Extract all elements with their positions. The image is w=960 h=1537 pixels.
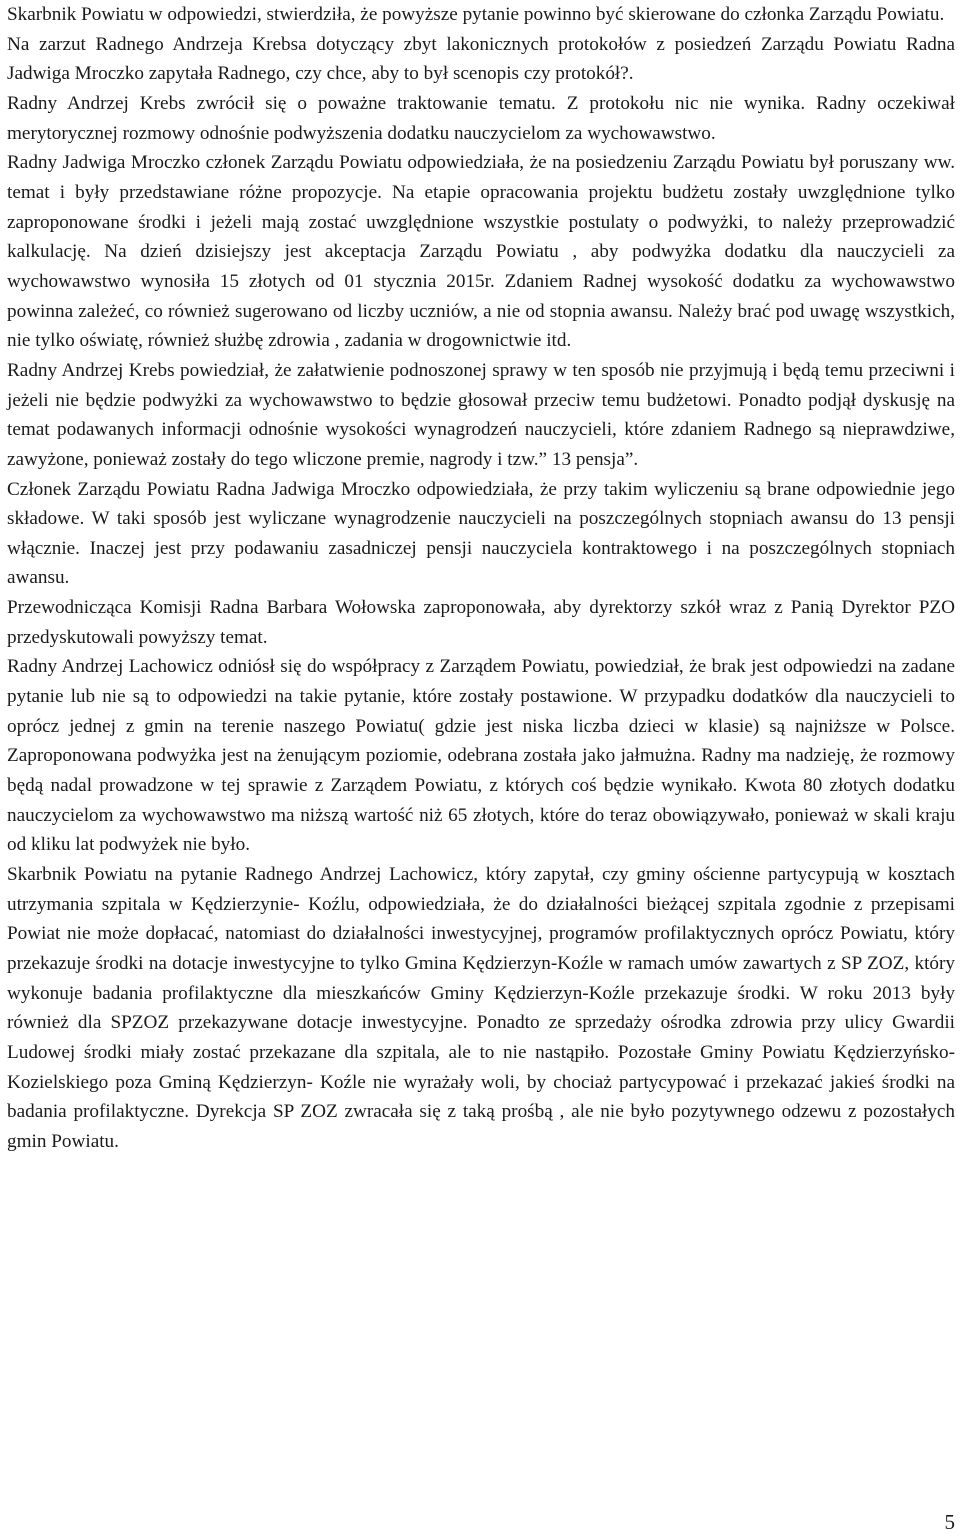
document-body [7, 0, 955, 1157]
paragraph: Na zarzut Radnego Andrzeja Krebsa dotyczący zbyt lakonicznych protokołów z posiedzeń Zarządu Powiatu Radna Jadwiga Mroczko zapytała Radnego, czy chce, aby to był scenopis czy protokół?. [7, 33, 955, 85]
paragraph: Skarbnik Powiatu w odpowiedzi, stwierdziła, że powyższe pytanie powinno być skierowane do członka Zarządu Powiatu. [7, 4, 945, 25]
paragraph: Członek Zarządu Powiatu Radna Jadwiga Mroczko odpowiedziała, że przy takim wyliczeniu są brane odpowiednie jego składowe. W taki sposób jest wyliczane wynagrodzenie nauczycieli na poszczególnych stopniach awansu do 13 pensji włącznie. Inaczej jest przy podawaniu zasadniczej pensji nauczyciela kontraktowego i na poszczególnych stopniach awansu. [7, 478, 955, 589]
paragraph: Skarbnik Powiatu na pytanie Radnego Andrzej Lachowicz, który zapytał, czy gminy ościenne partycypują w kosztach utrzymania szpitala w Kędzierzynie- Koźlu, odpowiedziała, że do działalności bieżącej szpitala zgodnie z przepisami Powiat nie może dopłacać, natomiast do działalności inwestycyjnej, programów profilaktycznych oprócz Powiatu, który przekazuje środki na dotacje inwestycyjne to tylko Gmina Kędzierzyn-Koźle w ramach umów zawartych z SP ZOZ, który wykonuje badania profilaktyczne dla mieszkańców Gminy Kędzierzyn-Koźle przekazuje środki. W roku 2013 były również dla SPZOZ przekazywane dotacje inwestycyjne. Ponadto ze sprzedaży ośrodka zdrowia przy ulicy Gwardii Ludowej środki miały zostać przekazane dla szpitala, ale to nie nastąpiło. Pozostałe Gminy Powiatu Kędzierzyńsko- Kozielskiego poza Gminą Kędzierzyn- Koźle nie wyrażały woli, by chociaż partycypować i przekazać jakieś środki na badania profilaktyczne. Dyrekcja SP ZOZ zwracała się z taką prośbą , ale nie było pozytywnego odzewu z pozostałych gmin Powiatu. [7, 864, 955, 1152]
paragraph: Radny Andrzej Lachowicz odniósł się do współpracy z Zarządem Powiatu, powiedział, że brak jest odpowiedzi na zadane pytanie lub nie są to odpowiedzi na takie pytanie, które zostały postawione. W przypadku dodatków dla nauczycieli to oprócz jednej z gmin na terenie naszego Powiatu( gdzie jest niska liczba dzieci w klasie) są najniższe w Polsce. Zaproponowana podwyżka jest na żenującym poziomie, odebrana została jako jałmużna. Radny ma nadzieję, że rozmowy będą nadal prowadzone w tej sprawie z Zarządem Powiatu, z których coś będzie wynikało. Kwota 80 złotych dodatku nauczycielom za wychowawstwo ma niższą wartość niż 65 złotych, które do teraz obowiązywało, ponieważ w skali kraju od kliku lat podwyżek nie było. [7, 656, 955, 856]
paragraph: Radny Andrzej Krebs zwrócił się o poważne traktowanie tematu. Z protokołu nic nie wynika. Radny oczekiwał merytorycznej rozmowy odnośnie podwyższenia dodatku nauczycielom za wychowawstwo. [7, 92, 955, 144]
paragraph: Radny Andrzej Krebs powiedział, że załatwienie podnoszonej sprawy w ten sposób nie przyjmują i będą temu przeciwni i jeżeli nie będzie podwyżki za wychowawstwo to będzie głosował przeciw temu budżetowi. Ponadto podjął dyskusję na temat podawanych informacji odnośnie wysokości wynagrodzeń nauczycieli, które zdaniem Radnego są nieprawdziwe, zawyżone, ponieważ zostały do tego wliczone premie, nagrody i tzw.” 13 pensja”. [7, 359, 955, 470]
page-number: 5 [944, 1510, 955, 1534]
paragraph: Przewodnicząca Komisji Radna Barbara Wołowska zaproponowała, aby dyrektorzy szkół wraz z Panią Dyrektor PZO przedyskutowali powyższy temat. [7, 597, 955, 648]
paragraph: Radny Jadwiga Mroczko członek Zarządu Powiatu odpowiedziała, że na posiedzeniu Zarządu Powiatu był poruszany ww. temat i były przedstawiane różne propozycje. Na etapie opracowania projektu budżetu zostały uwzględnione tylko zaproponowane środki i jeżeli mają zostać uwzględnione wszystkie postulaty o podwyżki, to należy przeprowadzić kalkulację. Na dzień dzisiejszy jest akceptacja Zarządu Powiatu , aby podwyżka dodatku dla nauczycieli za wychowawstwo wynosiła 15 złotych od 01 stycznia 2015r. Zdaniem Radnej wysokość dodatku za wychowawstwo powinna zależeć, co również sugerowano od liczby uczniów, a nie od stopnia awansu. Należy brać pod uwagę wszystkich, nie tylko oświatę, również służbę zdrowia , zadania w drogownictwie itd. [7, 152, 955, 352]
